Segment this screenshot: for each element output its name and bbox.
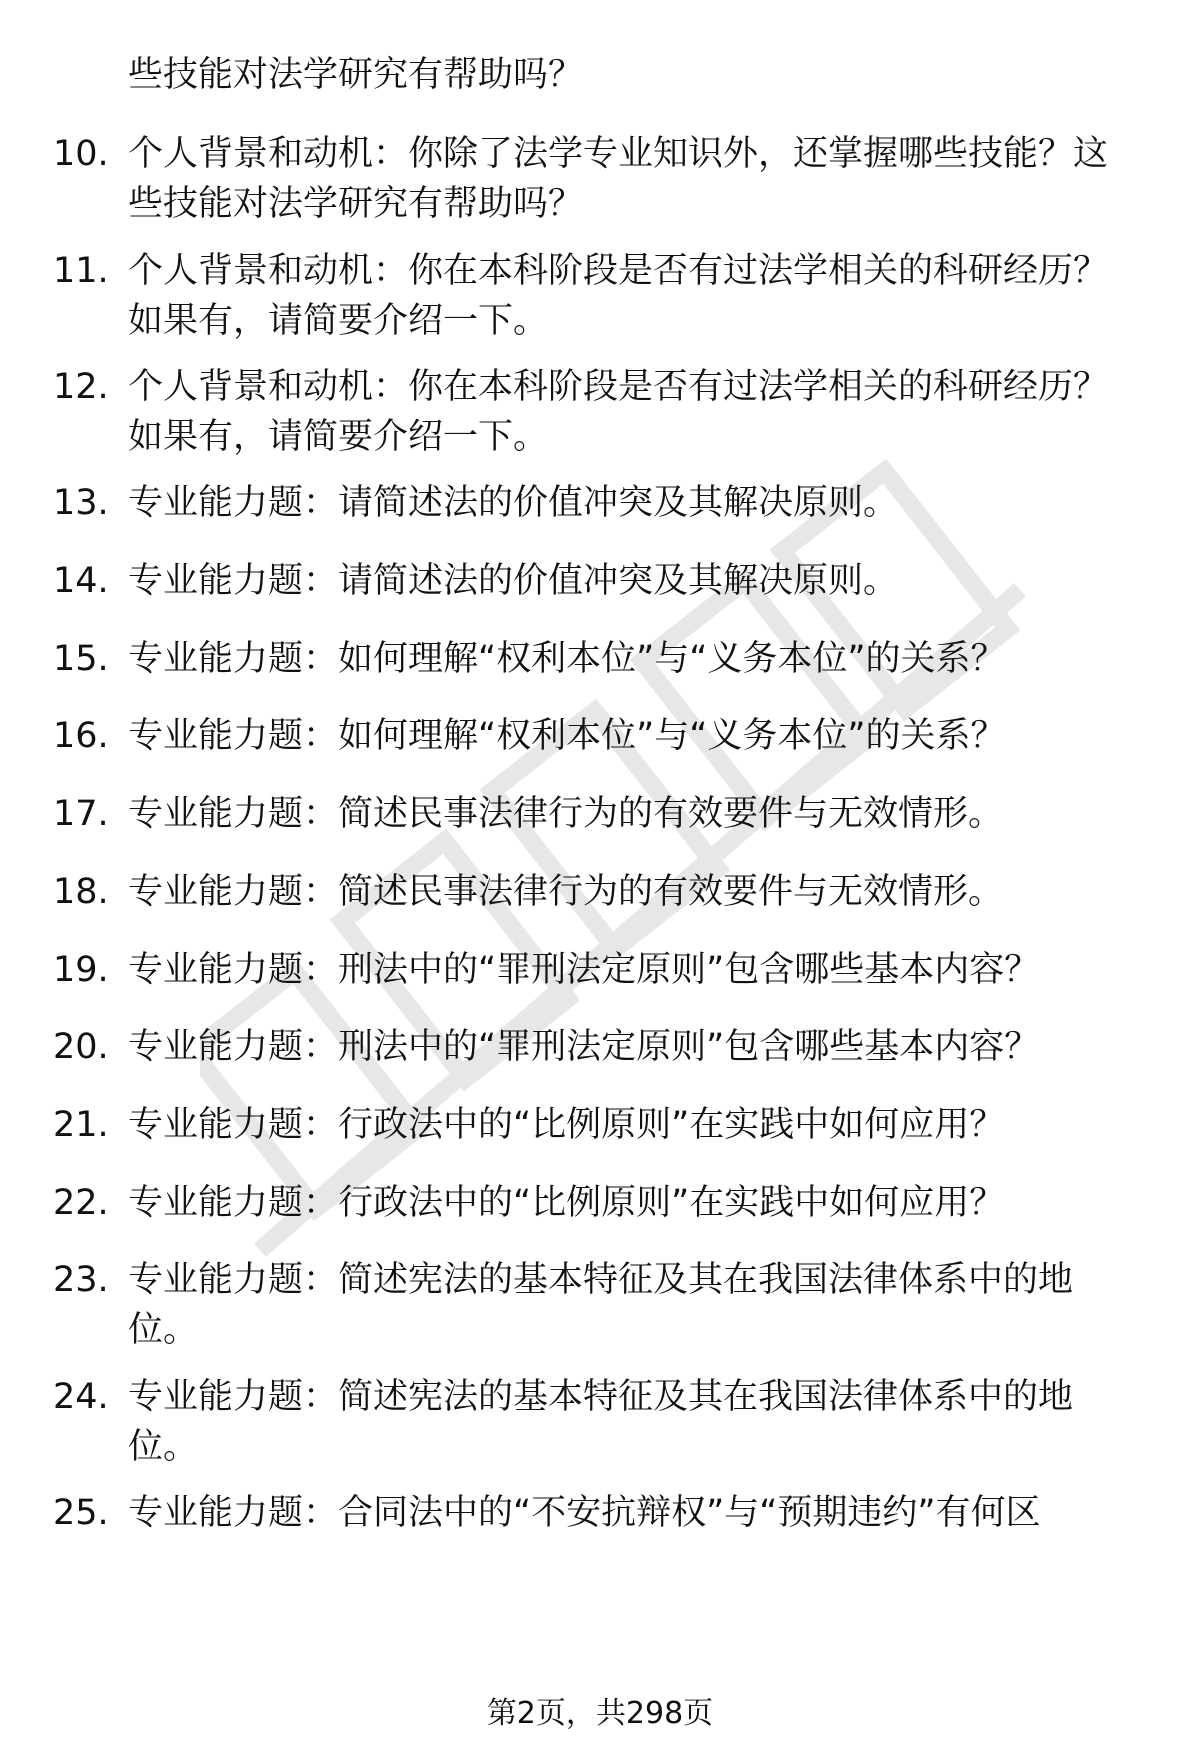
item-text: 些技能对法学研究有帮助吗？ xyxy=(128,55,584,95)
item-text: 专业能力题：请简述法的价值冲突及其解决原则。 xyxy=(128,483,899,523)
item-text: 专业能力题：简述民事法律行为的有效要件与无效情形。 xyxy=(128,794,1004,834)
item-number: 18. xyxy=(53,872,109,912)
item-text: 专业能力题：如何理解“权利本位”与“义务本位”的关系？ xyxy=(128,716,1006,756)
item-text: 个人背景和动机：你在本科阶段是否有过法学相关的科研经历？ 如果有，请简要介绍一下。 xyxy=(128,251,1109,341)
item-number: 24. xyxy=(53,1377,109,1417)
item-number: 23. xyxy=(53,1260,109,1300)
item-number: 10. xyxy=(53,134,109,174)
item-number: 21. xyxy=(53,1105,109,1145)
item-number: 14. xyxy=(53,561,109,601)
item-number: 17. xyxy=(53,794,109,834)
item-text: 个人背景和动机：你在本科阶段是否有过法学相关的科研经历？ 如果有，请简要介绍一下。 xyxy=(128,367,1109,457)
item-text: 个人背景和动机：你除了法学专业知识外，还掌握哪些技能？这 些技能对法学研究有帮助吗？ xyxy=(128,134,1109,224)
item-text: 专业能力题：如何理解“权利本位”与“义务本位”的关系？ xyxy=(128,639,1006,679)
item-number: 15. xyxy=(53,639,109,679)
item-text: 专业能力题：合同法中的“不安抗辩权”与“预期违约”有何区 xyxy=(128,1493,1041,1533)
item-text: 专业能力题：简述民事法律行为的有效要件与无效情形。 xyxy=(128,872,1004,912)
item-text: 专业能力题：请简述法的价值冲突及其解决原则。 xyxy=(128,561,899,601)
item-text: 专业能力题：简述宪法的基本特征及其在我国法律体系中的地 位。 xyxy=(128,1377,1074,1467)
item-number: 16. xyxy=(53,716,109,756)
item-number: 19. xyxy=(53,950,109,990)
item-number: 12. xyxy=(53,367,109,407)
item-text: 专业能力题：行政法中的“比例原则”在实践中如何应用？ xyxy=(128,1105,1005,1145)
item-number: 11. xyxy=(53,251,109,291)
item-text: 专业能力题：行政法中的“比例原则”在实践中如何应用？ xyxy=(128,1183,1005,1223)
item-number: 25. xyxy=(53,1493,109,1533)
item-text: 专业能力题：刑法中的“罪刑法定原则”包含哪些基本内容？ xyxy=(128,1027,1040,1067)
page-footer: 第2页，共298页 xyxy=(486,1696,714,1731)
item-text: 专业能力题：简述宪法的基本特征及其在我国法律体系中的地 位。 xyxy=(128,1260,1074,1350)
item-number: 22. xyxy=(53,1183,109,1223)
item-number: 13. xyxy=(53,483,109,523)
item-text: 专业能力题：刑法中的“罪刑法定原则”包含哪些基本内容？ xyxy=(128,950,1040,990)
item-number: 20. xyxy=(53,1027,109,1067)
